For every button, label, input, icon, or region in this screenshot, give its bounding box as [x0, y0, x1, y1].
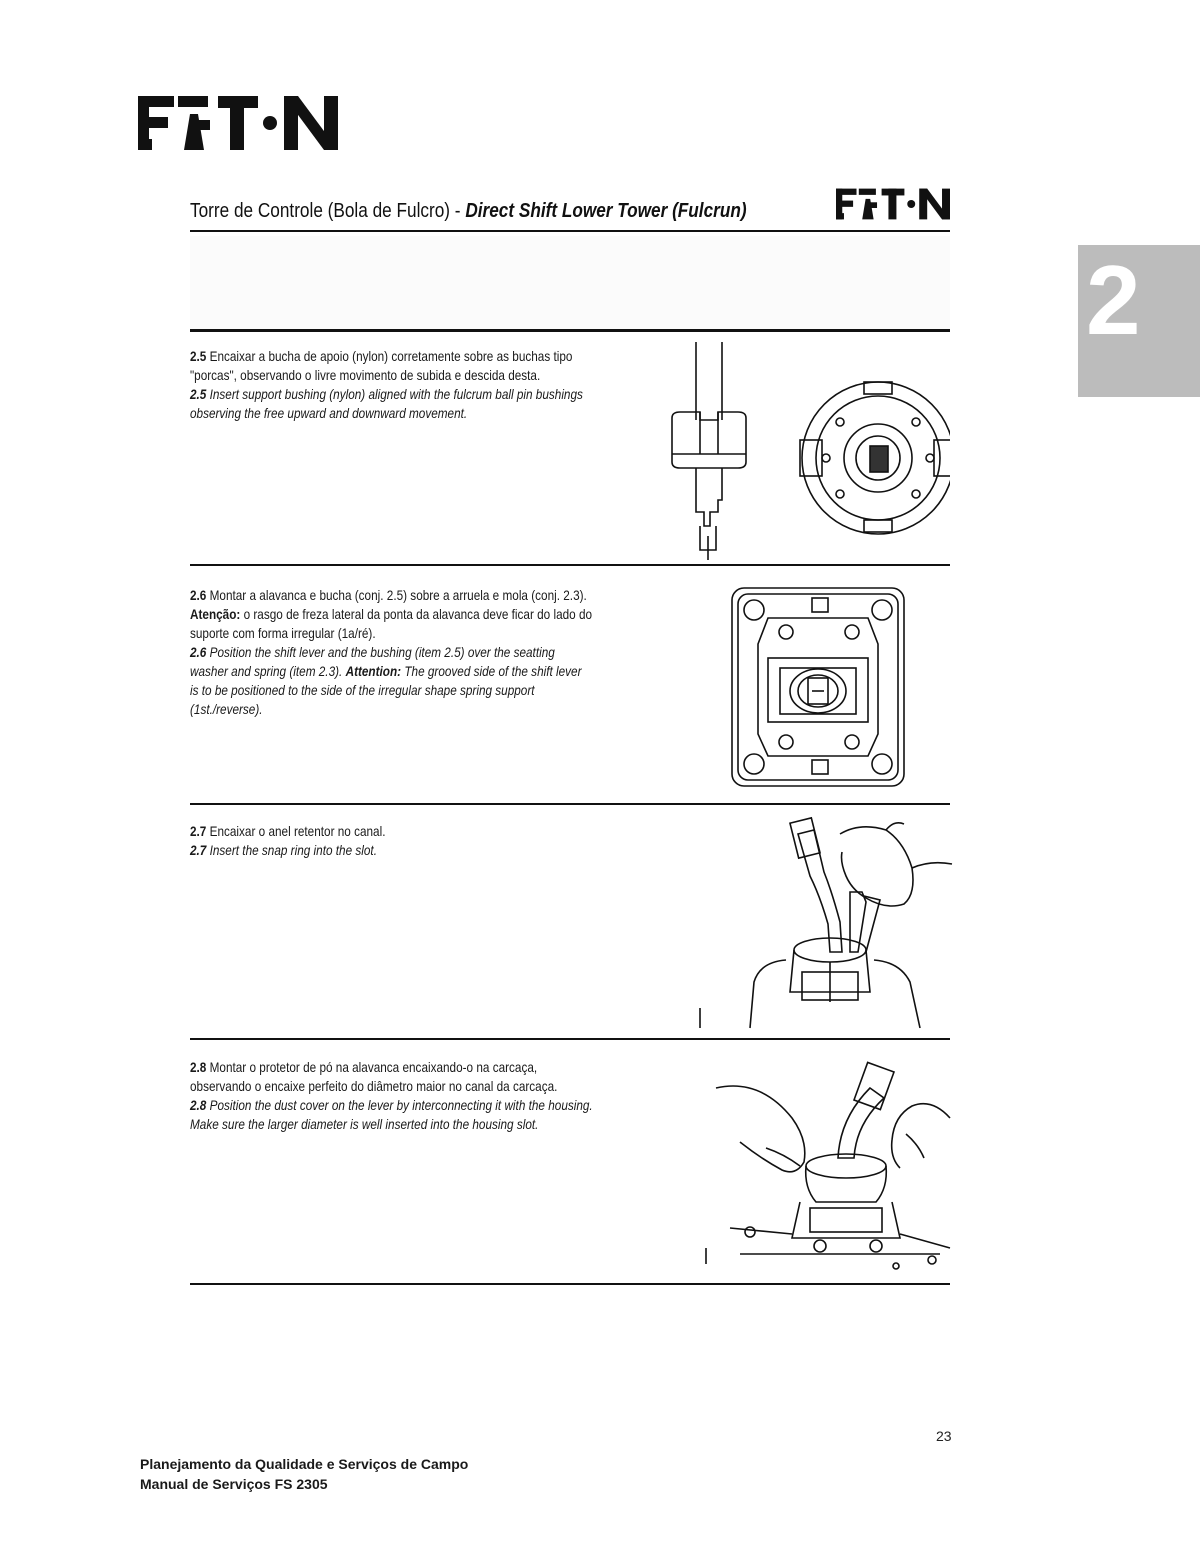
figure-dust-cover: [700, 1058, 956, 1276]
step-text-pt: [190, 822, 593, 841]
step-text-en: [190, 1096, 593, 1134]
step-body: Montar o protetor de pó na alavanca encaixando-o na carcaça, observando o encaixe perfeito do diâmetro maior no canal da carcaça.: [190, 1059, 558, 1094]
page-title: [190, 200, 747, 223]
title-portuguese: Torre de Controle (Bola de Fulcro) -: [190, 200, 466, 222]
step-number: 2.5: [190, 386, 207, 402]
blank-region: [190, 236, 950, 330]
chapter-number: 2: [1086, 245, 1141, 355]
figure-support-bushing: [660, 340, 950, 562]
step-number: 2.7: [190, 823, 207, 839]
section-divider: [190, 1038, 950, 1040]
step-number: 2.8: [190, 1059, 207, 1075]
step-body: Position the shift lever and the bushing (item 2.5) over the seatting washer and spring (item 2.3).: [190, 644, 555, 679]
eaton-logo-small: [836, 188, 950, 220]
step-number: 2.6: [190, 587, 207, 603]
figure-snap-ring: [690, 812, 954, 1030]
step-number: 2.8: [190, 1097, 207, 1113]
step-2-7: [190, 822, 593, 860]
title-english: Direct Shift Lower Tower (Fulcrun): [465, 200, 747, 222]
section-divider: [190, 803, 950, 805]
step-body: Montar a alavanca e bucha (conj. 2.5) sobre a arruela e mola (conj. 2.3).: [206, 587, 587, 603]
step-body: Insert support bushing (nylon) aligned with the fulcrum ball pin bushings observing the free upward and downward movement.: [190, 386, 583, 421]
section-divider: [190, 564, 950, 566]
step-text-pt: [190, 347, 593, 385]
step-number: 2.7: [190, 842, 207, 858]
page-number: 23: [936, 1428, 952, 1444]
footer: [140, 1454, 468, 1494]
step-text-pt: [190, 586, 593, 643]
footer-line-1: Planejamento da Qualidade e Serviços de Campo: [140, 1456, 469, 1472]
step-text-en: [190, 643, 593, 719]
step-number: 2.5: [190, 348, 207, 364]
section-divider: [190, 329, 950, 332]
step-body: Encaixar a bucha de apoio (nylon) corretamente sobre as buchas tipo "porcas", observando o livre movimento de subida e descida desta.: [190, 348, 573, 383]
attention-label: Atenção:: [190, 606, 241, 622]
step-body: Encaixar o anel retentor no canal.: [206, 823, 386, 839]
step-number: 2.6: [190, 644, 207, 660]
step-text-en: [190, 385, 593, 423]
footer-line-2: Manual de Serviços FS 2305: [140, 1476, 328, 1492]
step-body: The grooved side of the shift lever is to be positioned to the side of the irregular shape spring support (1st./reverse).: [190, 663, 582, 717]
eaton-logo: [138, 96, 338, 150]
step-body: o rasgo de freza lateral da ponta da alavanca deve ficar do lado do suporte com forma irregular (1a/ré).: [190, 606, 593, 641]
chapter-tab: [1078, 245, 1200, 397]
attention-label: Attention:: [345, 663, 402, 679]
step-text-en: [190, 841, 593, 860]
step-2-6: [190, 586, 593, 719]
step-2-8: [190, 1058, 593, 1134]
step-2-5: [190, 347, 593, 423]
step-text-pt: [190, 1058, 593, 1096]
figure-housing-top-view: [728, 584, 908, 790]
section-divider: [190, 1283, 950, 1285]
step-body: Insert the snap ring into the slot.: [206, 842, 377, 858]
title-divider: [190, 230, 950, 232]
step-body: Position the dust cover on the lever by interconnecting it with the housing. Make sure the larger diameter is well inserted into the housing slot.: [190, 1097, 593, 1132]
